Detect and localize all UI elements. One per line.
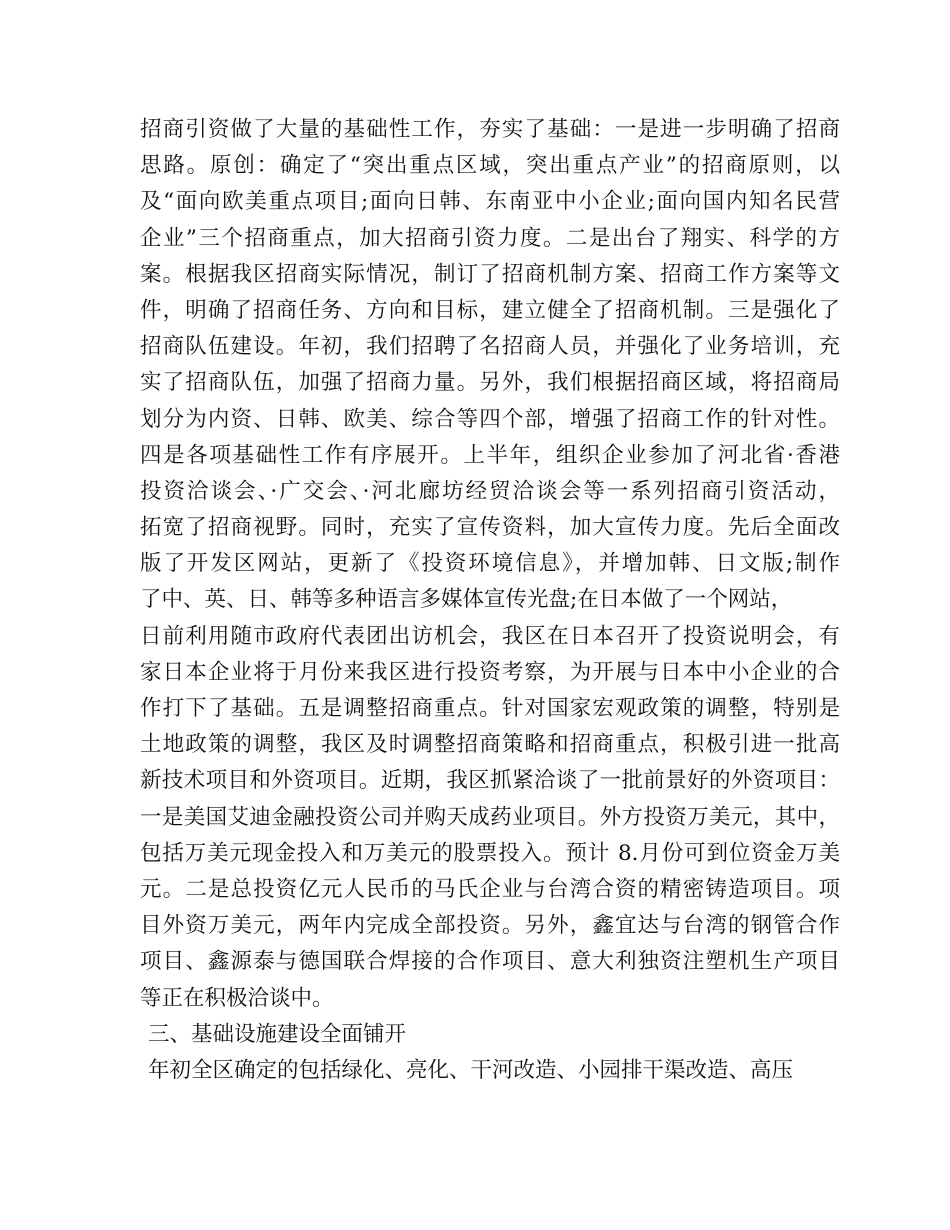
text-line: 家日本企业将于月份来我区进行投资考察，为开展与日本中小企业的合 (140, 659, 840, 685)
text-line: 日前利用随市政府代表团出访机会，我区在日本召开了投资说明会，有 (140, 623, 840, 649)
text-line: 一是美国艾迪金融投资公司并购天成药业项目。外方投资万美元，其中， (140, 804, 840, 830)
text-line: 案。根据我区招商实际情况，制订了招商机制方案、招商工作方案等文 (140, 261, 840, 287)
text-line: 划分为内资、日韩、欧美、综合等四个部，增强了招商工作的针对性。 (140, 406, 840, 432)
text-line: 企业”三个招商重点，加大招商引资力度。二是出台了翔实、科学的方 (140, 225, 840, 251)
text-line: 四是各项基础性工作有序展开。上半年，组织企业参加了河北省·香港 (140, 442, 840, 468)
text-line: 版了开发区网站，更新了《投资环境信息》，并增加韩、日文版;制作 (140, 551, 840, 577)
text-line: 等正在积极洽谈中。 (140, 985, 334, 1011)
text-line: 包括万美元现金投入和万美元的股票投入。预计 8.月份可到位资金万美 (140, 840, 840, 866)
text-line: 目外资万美元，两年内完成全部投资。另外，鑫宜达与台湾的钢管合作 (140, 913, 840, 939)
text-line: 拓宽了招商视野。同时，充实了宣传资料，加大宣传力度。先后全面改 (140, 515, 840, 541)
text-line: 实了招商队伍，加强了招商力量。另外，我们根据招商区域，将招商局 (140, 370, 840, 396)
text-line: 土地政策的调整，我区及时调整招商策略和招商重点，积极引进一批高 (140, 732, 840, 758)
text-line: 招商引资做了大量的基础性工作，夯实了基础：一是进一步明确了招商 (140, 117, 840, 142)
text-line: 件，明确了招商任务、方向和目标，建立健全了招商机制。三是强化了 (140, 297, 840, 323)
text-line: 了中、英、日、韩等多种语言多媒体宣传光盘;在日本做了一个网站， (140, 587, 793, 613)
text-line: 思路。原创：确定了“突出重点区域，突出重点产业”的招商原则，以 (140, 153, 840, 179)
paragraph (140, 112, 840, 1017)
paragraph (140, 1053, 840, 1089)
text-line: 招商队伍建设。年初，我们招聘了名招商人员，并强化了业务培训，充 (140, 334, 840, 360)
text-line: 及“面向欧美重点项目;面向日韩、东南亚中小企业;面向国内知名民营 (140, 189, 840, 215)
text-line: 元。二是总投资亿元人民币的马氏企业与台湾合资的精密铸造项目。项 (140, 876, 840, 902)
text-line: 作打下了基础。五是调整招商重点。针对国家宏观政策的调整，特别是 (140, 696, 840, 721)
text-line: 年初全区确定的包括绿化、亮化、干河改造、小园排干渠改造、高压 (148, 1057, 794, 1083)
document-body (140, 112, 840, 1089)
text-line: 项目、鑫源泰与德国联合焊接的合作项目、意大利独资注塑机生产项目 (140, 949, 840, 975)
text-line: 新技术项目和外资项目。近期，我区抓紧洽谈了一批前景好的外资项目： (140, 768, 840, 794)
text-line: 投资洽谈会、·广交会、·河北廊坊经贸洽谈会等一系列招商引资活动， (140, 478, 840, 504)
section-heading: 三、基础设施建设全面铺开 (148, 1021, 407, 1047)
